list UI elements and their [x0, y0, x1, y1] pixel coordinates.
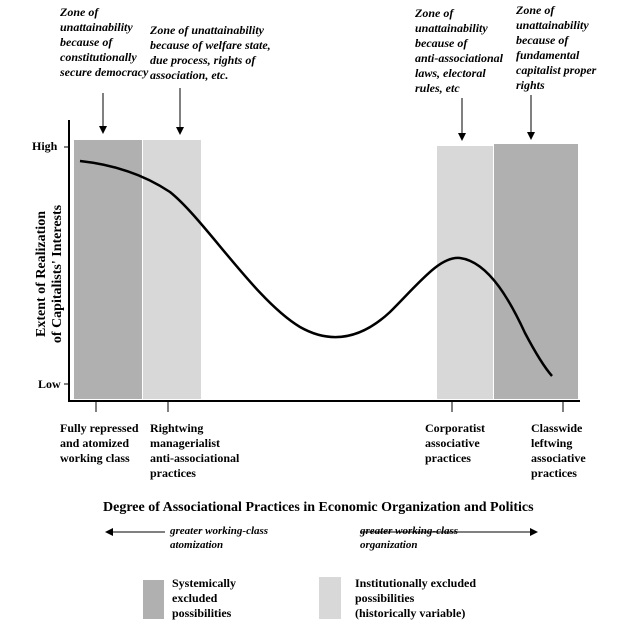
- zone-label-anti-associational: Zone of unattainability because of anti-associational laws, electoral rules, etc: [415, 6, 504, 95]
- zone-band-systemic-right: [494, 144, 578, 399]
- legend-label-systemic: Systemically excluded possibilities: [172, 576, 236, 620]
- legend-swatch-systemic: [143, 580, 164, 619]
- x-axis-title: Degree of Associational Practices in Economic Organization and Politics: [103, 500, 534, 515]
- legend-label-institutional: Institutionally excluded possibilities (historically variable): [355, 576, 477, 620]
- atomization-label: greater working-class atomization: [170, 525, 269, 551]
- y-tick-label-high: High: [32, 139, 58, 153]
- y-axis-title-line2: of Capitalists' Interests: [50, 204, 65, 344]
- y-tick-label-low: Low: [38, 377, 61, 391]
- category-label-repressed: Fully repressed and atomized working class: [60, 421, 139, 465]
- zone-band-institutional-right: [437, 146, 493, 399]
- zone-label-constitutional: Zone of unattainability because of constitutionally secure democracy: [60, 5, 149, 79]
- zone-band-institutional-left: [143, 140, 201, 399]
- category-label-classwide: Classwide leftwing associative practices: [531, 421, 586, 480]
- organization-label: greater working-class organization: [360, 525, 459, 551]
- category-label-corporatist: Corporatist associative practices: [425, 421, 485, 465]
- y-axis-title: [34, 164, 66, 384]
- category-label-rightwing: Rightwing managerialist anti-associational practices: [150, 421, 240, 480]
- zone-label-property-rights: Zone of unattainability because of fundamental capitalist proper rights: [516, 3, 597, 92]
- zone-band-systemic-left: [74, 140, 142, 399]
- y-axis-title-line1: Extent of Realization: [34, 211, 49, 337]
- zone-label-welfare-state: Zone of unattainability because of welfare state, due process, rights of association, etc.: [150, 23, 271, 82]
- legend-swatch-institutional: [319, 577, 341, 619]
